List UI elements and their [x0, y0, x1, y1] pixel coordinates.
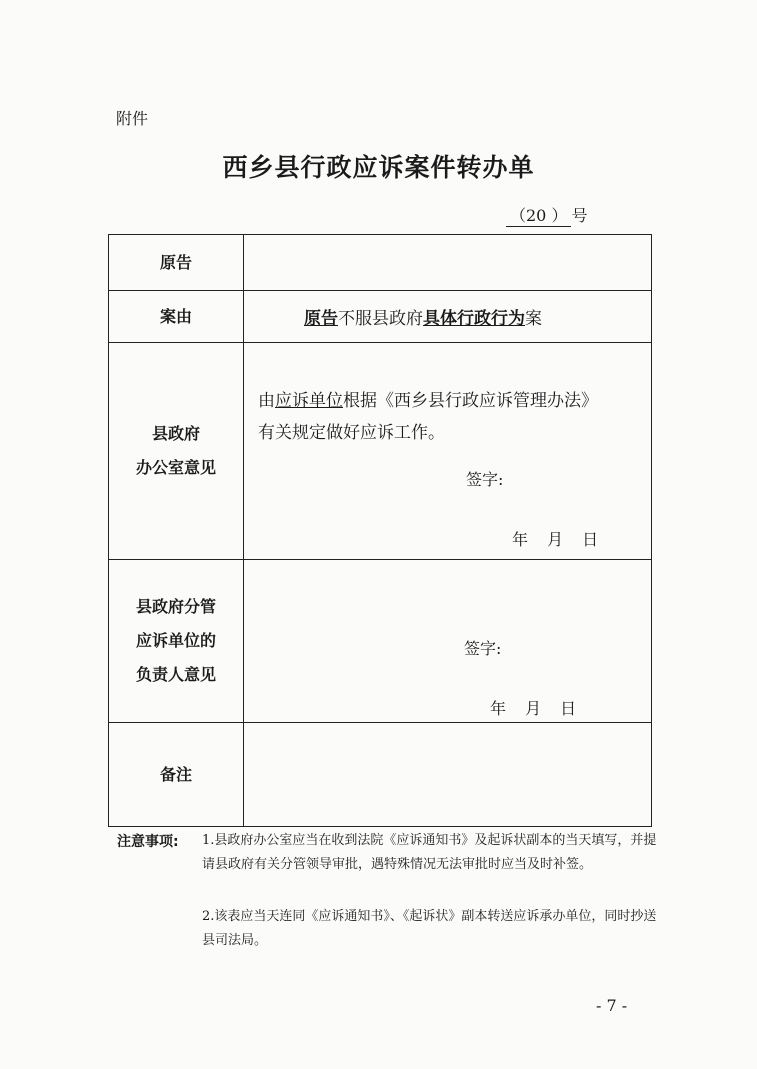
case-text-2: 案 — [525, 309, 542, 329]
case-label: 案由 — [109, 291, 244, 343]
office-opinion-value — [244, 343, 652, 560]
leader-signature: 签字: — [464, 639, 502, 658]
respondent-unit: 应诉单位 — [275, 391, 343, 411]
remarks-label: 备注 — [109, 723, 244, 827]
attachment-label: 附件 — [116, 109, 149, 128]
document-number — [506, 203, 587, 227]
plaintiff-label: 原告 — [109, 235, 244, 291]
document-number-field: （20 ） — [506, 203, 571, 227]
leader-opinion-row — [109, 560, 652, 723]
plaintiff-row — [109, 235, 652, 291]
note-item-2: 2.该表应当天连同《应诉通知书》、《起诉状》副本转送应诉承办单位，同时抄送县司法局。 — [202, 909, 657, 948]
case-text-1: 不服县政府 — [338, 309, 423, 329]
leader-date: 年 月 日 — [490, 699, 577, 718]
case-action: 具体行政行为 — [423, 309, 525, 329]
office-opinion-label: 县政府 办公室意见 — [109, 343, 244, 560]
remarks-row — [109, 723, 652, 827]
case-value — [244, 291, 652, 343]
document-number-suffix: 号 — [571, 206, 588, 225]
office-signature: 签字: — [466, 470, 504, 489]
leader-opinion-value — [244, 560, 652, 723]
transfer-form-table — [108, 234, 652, 827]
office-date: 年 月 日 — [512, 530, 599, 549]
page-title: 西乡县行政应诉案件转办单 — [222, 153, 535, 182]
office-opinion-text: 由应诉单位根据《西乡县行政应诉管理办法》 有关规定做好应诉工作。 — [258, 391, 598, 443]
remarks-value — [244, 723, 652, 827]
page-number: - 7 - — [596, 996, 628, 1015]
notes-heading: 注意事项: — [117, 834, 179, 850]
leader-opinion-label: 县政府分管 应诉单位的 负责人意见 — [109, 560, 244, 723]
note-item-1: 1.县政府办公室应当在收到法院《应诉通知书》及起诉状副本的当天填写，并提请县政府有关分管领导审批，遇特殊情况无法审批时应当及时补签。 — [202, 833, 657, 872]
office-opinion-row — [109, 343, 652, 560]
plaintiff-value — [244, 235, 652, 291]
case-plaintiff: 原告 — [304, 309, 338, 329]
case-row — [109, 291, 652, 343]
